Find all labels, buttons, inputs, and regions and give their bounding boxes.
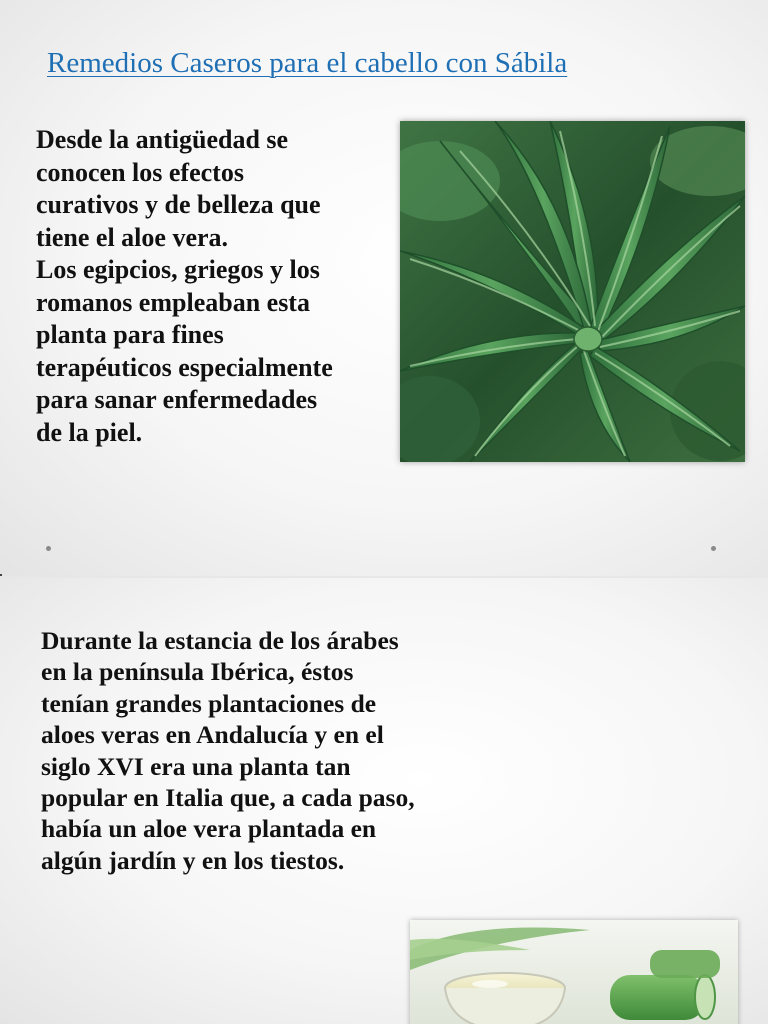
aloe-plant-icon [400,121,745,462]
slide-1-paragraph: Desde la antigüedad se conocen los efectos curativos y de belleza que tiene el aloe vera. Los egipcios, griegos y los romanos empleaban esta planta para fines terapéuticos especialmente para sanar enfermedades de la piel. [36,125,333,447]
aloe-gel-bowl-icon [410,920,738,1024]
aloe-plant-image [400,121,745,462]
slide-2 [0,578,768,1024]
slide-bullet-right [711,546,716,551]
slide-bullet-left [46,546,51,551]
slide-title: Remedios Caseros para el cabello con Sábila [47,47,568,79]
aloe-gel-image [410,920,738,1024]
slide-2-paragraph: Durante la estancia de los árabes en la península Ibérica, éstos tenían grandes plantaciones de aloes veras en Andalucía y en el siglo XVI era una planta tan popular en Italia que, a cada paso, había un aloe vera plantada en algún jardín y en los tiestos. [41,626,415,875]
